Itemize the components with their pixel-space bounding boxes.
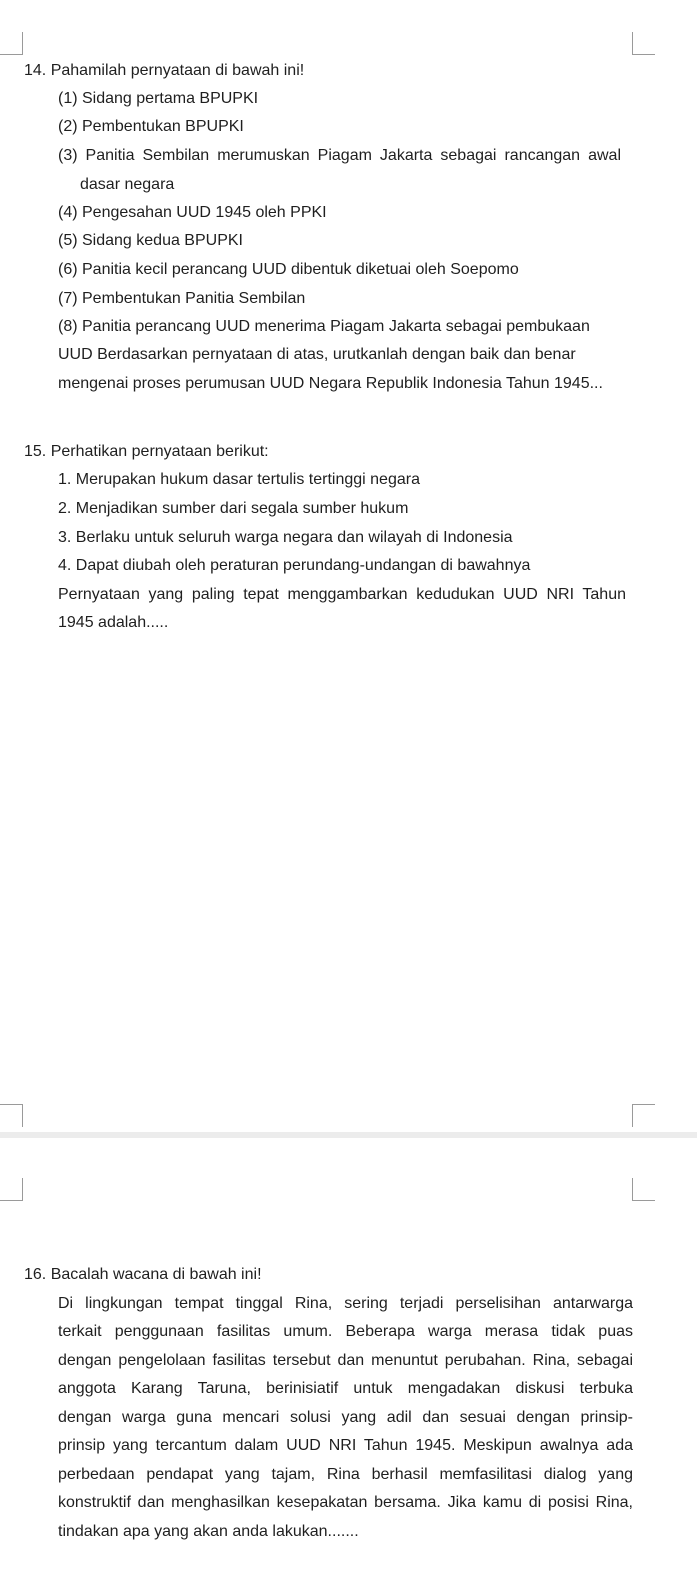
passage-line: konstruktif dan menghasilkan kesepakatan bersama. Jika kamu di posisi Rina, [58,1494,633,1511]
passage-line: perbedaan pendapat yang tajam, Rina berhasil memfasilitasi dialog yang [58,1466,633,1483]
question-text: Pernyataan yang paling tepat menggambarkan kedudukan UUD NRI Tahun [58,586,626,603]
statement-item: 1. Merupakan hukum dasar tertulis tertinggi negara [58,471,420,488]
question-text: 1945 adalah..... [58,614,169,631]
statement-item: (8) Panitia perancang UUD menerima Piagam Jakarta sebagai pembukaan [58,318,590,335]
question-16 [24,1265,262,1285]
page-corner-mark [0,32,23,55]
statement-item: (4) Pengesahan UUD 1945 oleh PPKI [58,204,327,221]
question-intro: Bacalah wacana di bawah ini! [50,1266,262,1283]
question-number: 14. [24,62,47,79]
page-corner-mark [0,1178,23,1201]
statement-item: 4. Dapat diubah oleh peraturan perundang-undangan di bawahnya [58,557,531,574]
document-page-2 [0,1138,697,1585]
passage-line: dengan warga guna mencari solusi yang adil dan sesuai dengan prinsip- [58,1409,633,1426]
statement-item: 2. Menjadikan sumber dari segala sumber hukum [58,500,409,517]
passage-line: dengan pengelolaan fasilitas tersebut dan menuntut perubahan. Rina, sebagai [58,1352,633,1369]
question-15 [24,442,269,462]
question-intro: Pahamilah pernyataan di bawah ini! [50,62,305,79]
statement-item: 3. Berlaku untuk seluruh warga negara dan wilayah di Indonesia [58,529,513,546]
statement-item: (5) Sidang kedua BPUPKI [58,232,243,249]
page-corner-mark [632,1178,655,1201]
passage-line: terkait penggunaan fasilitas umum. Beberapa warga merasa tidak puas [58,1323,633,1340]
statement-item: (7) Pembentukan Panitia Sembilan [58,290,306,307]
page-corner-mark [632,32,655,55]
question-text: UUD Berdasarkan pernyataan di atas, urutkanlah dengan baik dan benar [58,346,576,363]
statement-item: (3) Panitia Sembilan merumuskan Piagam Jakarta sebagai rancangan awal [58,147,621,164]
statement-item: (6) Panitia kecil perancang UUD dibentuk diketuai oleh Soepomo [58,261,519,278]
statement-item: (2) Pembentukan BPUPKI [58,118,244,135]
question-intro: Perhatikan pernyataan berikut: [50,443,269,460]
question-number: 16. [24,1266,47,1283]
statement-item-continuation: dasar negara [80,176,175,193]
passage-line: anggota Karang Taruna, berinisiatif untuk mengadakan diskusi terbuka [58,1380,633,1397]
question-number: 15. [24,443,47,460]
question-14 [24,61,304,81]
statement-item: (1) Sidang pertama BPUPKI [58,90,259,107]
page-corner-mark [632,1104,655,1127]
page-corner-mark [0,1104,23,1127]
passage-line: tindakan apa yang akan anda lakukan....... [58,1523,359,1540]
passage-line: prinsip yang tercantum dalam UUD NRI Tahun 1945. Meskipun awalnya ada [58,1437,633,1454]
question-text: mengenai proses perumusan UUD Negara Republik Indonesia Tahun 1945... [58,375,603,392]
passage-line: Di lingkungan tempat tinggal Rina, sering terjadi perselisihan antarwarga [58,1295,633,1312]
